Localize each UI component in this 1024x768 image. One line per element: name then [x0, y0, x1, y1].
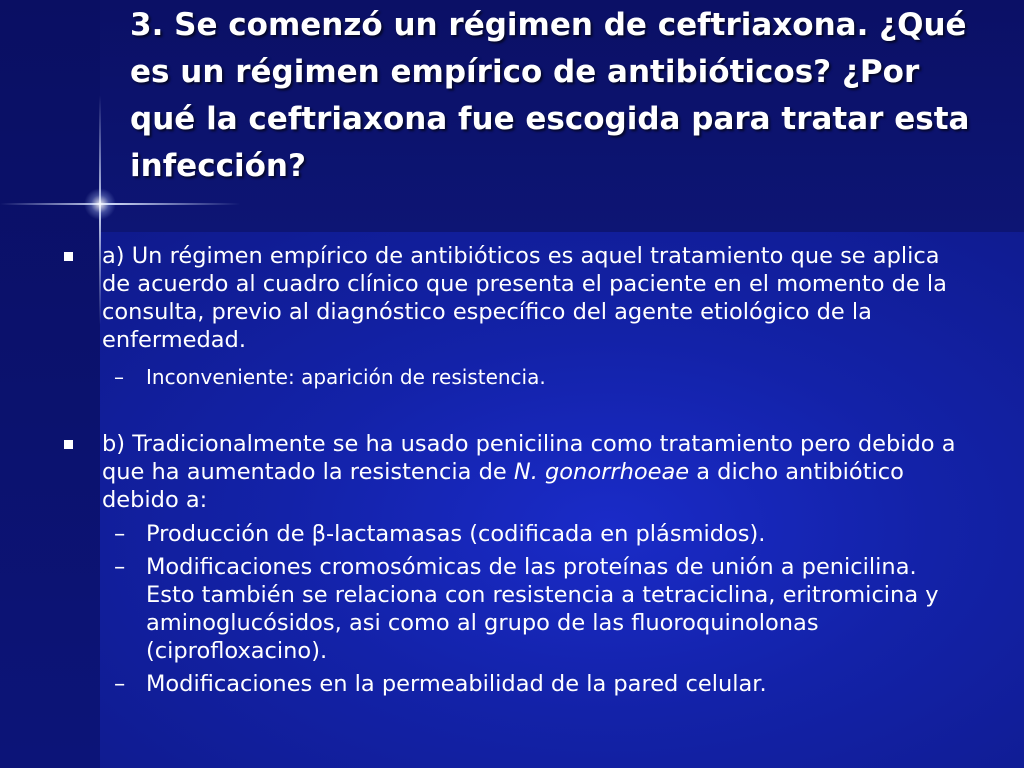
bullet-b-text-before: b) Tradicionalmente se ha usado penicilina como tratamiento pero debido a que ha aumentado la resistencia de [102, 431, 956, 485]
square-bullet-icon [64, 252, 73, 261]
sub-b-2-text: Modificaciones cromosómicas de las proteínas de unión a penicilina. Esto también se relaciona con resistencia a tetraciclina, eritromicina y aminoglucósidos, asi como al grupo de las fluoroquinolonas (ciprofloxacino). [146, 554, 939, 664]
dash-bullet-icon: – [114, 521, 126, 547]
dash-bullet-icon: – [114, 365, 124, 389]
bullet-b-organism: N. gonorrhoeae [513, 459, 690, 485]
sub-a-text: Inconveniente: aparición de resistencia. [146, 365, 546, 389]
sub-b-1-text: Producción de β-lactamasas (codificada en plásmidos). [146, 521, 766, 547]
bullet-item-b [60, 430, 960, 514]
sub-item-inconveniente [60, 364, 960, 390]
light-flare-glow [84, 188, 116, 220]
sub-item-b-2 [60, 553, 960, 665]
sub-item-b-3 [60, 670, 960, 698]
dash-bullet-icon: – [114, 671, 126, 697]
bullet-b-text-after: a dicho antibiótico debido a: [102, 459, 904, 513]
slide-title: 3. Se comenzó un régimen de ceftriaxona. ¿Qué es un régimen empírico de antibióticos? ¿Por qué la ceftriaxona fue escogida para tratar esta infección? [130, 7, 970, 184]
sub-b-3-text: Modificaciones en la permeabilidad de la pared celular. [146, 671, 767, 697]
square-bullet-icon [64, 440, 73, 449]
slide-content [60, 242, 960, 698]
light-flare-horizontal [0, 203, 240, 205]
sub-item-b-1 [60, 520, 960, 548]
bullet-item-a [60, 242, 960, 354]
dash-bullet-icon: – [114, 554, 126, 580]
bullet-a-text: a) Un régimen empírico de antibióticos es aquel tratamiento que se aplica de acuerdo al cuadro clínico que presenta el paciente en el momento de la consulta, previo al diagnóstico específico del agente etiológico de la enfermedad. [102, 243, 947, 353]
